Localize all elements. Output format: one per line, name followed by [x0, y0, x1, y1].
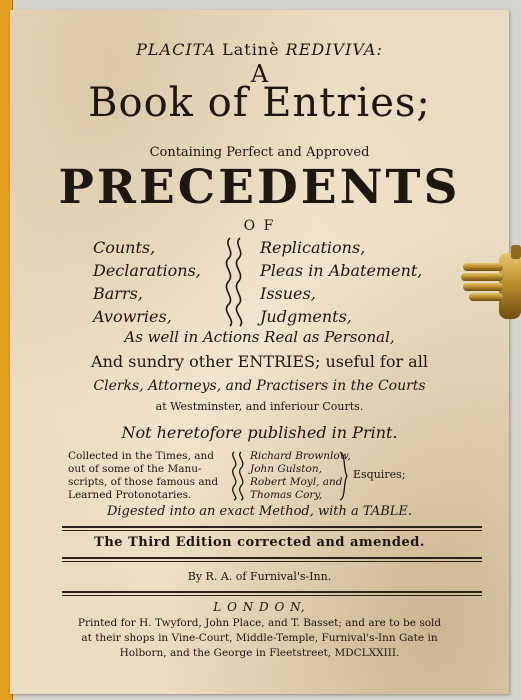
title-rediviva: REDIVIVA:: [285, 40, 383, 59]
collected-line: Learned Protonotaries.: [68, 489, 192, 501]
london-line: L O N D O N,: [213, 600, 306, 614]
rule-6: [62, 595, 482, 596]
title-latine: Latinè: [222, 40, 280, 59]
collected-line: Collected in the Times, and: [68, 450, 214, 462]
esquires-label: Esquires;: [353, 468, 406, 481]
title-page: [10, 10, 509, 694]
name-line: Thomas Cory,: [250, 489, 323, 501]
right-item: Judgments,: [260, 307, 352, 326]
esquires-brace: [337, 450, 351, 502]
title-placita: PLACITA: [136, 40, 216, 59]
rule-1: [62, 526, 482, 528]
rule-5: [62, 591, 482, 593]
author-line: By R. A. of Furnival's-Inn.: [187, 570, 332, 583]
imprint-line-2: at their shops in Vine-Court, Middle-Temple, Furnival's-Inn Gate in: [81, 632, 438, 644]
double-brace-ornament: [220, 236, 250, 328]
left-item: Declarations,: [93, 261, 201, 280]
title-line-1: [10, 40, 509, 59]
imprint-line-3: Holborn, and the George in Fleetstreet, MDCLXXIII.: [119, 647, 400, 659]
edition-line: The Third Edition corrected and amended.: [94, 535, 425, 550]
title-a: A: [250, 60, 269, 88]
precedents-heading: PRECEDENTS: [58, 160, 461, 215]
westminster-line: at Westminster, and inferiour Courts.: [155, 400, 364, 413]
right-item: Issues,: [260, 284, 316, 303]
collected-line: scripts, of those famous and: [68, 476, 219, 488]
rule-3: [62, 557, 482, 559]
clerks-line: Clerks, Attorneys, and Practisers in the Courts: [93, 378, 426, 394]
left-item: Counts,: [93, 238, 156, 257]
brass-hand-clip: [459, 245, 521, 325]
left-item: Barrs,: [93, 284, 143, 303]
right-column: [260, 236, 422, 328]
name-line: Robert Moyl, and: [250, 476, 343, 488]
left-column: [93, 236, 201, 328]
names-brace-ornament: [228, 450, 248, 502]
name-line: John Gulston,: [250, 463, 322, 475]
rule-2: [62, 530, 482, 531]
right-item: Pleas in Abatement,: [260, 261, 423, 280]
collected-block: [68, 450, 218, 502]
name-line: Richard Brownlow,: [250, 450, 351, 462]
right-item: Replications,: [260, 238, 366, 257]
of-word: O F: [243, 218, 276, 234]
actions-line: As well in Actions Real as Personal,: [124, 328, 395, 346]
digested-line: Digested into an exact Method, with a TABLE.: [106, 504, 413, 519]
names-block: [250, 450, 351, 502]
rule-4: [62, 561, 482, 562]
not-published-line: Not heretofore published in Print.: [121, 423, 398, 442]
collected-line: out of some of the Manu-: [68, 463, 202, 475]
left-item: Avowries,: [93, 307, 172, 326]
book-title: Book of Entries;: [88, 80, 431, 126]
imprint-line-1: Printed for H. Twyford, John Place, and T. Basset; and are to be sold: [77, 617, 442, 629]
subtitle: Containing Perfect and Approved: [149, 145, 370, 160]
sundry-line: And sundry other ENTRIES; useful for all: [91, 352, 428, 371]
